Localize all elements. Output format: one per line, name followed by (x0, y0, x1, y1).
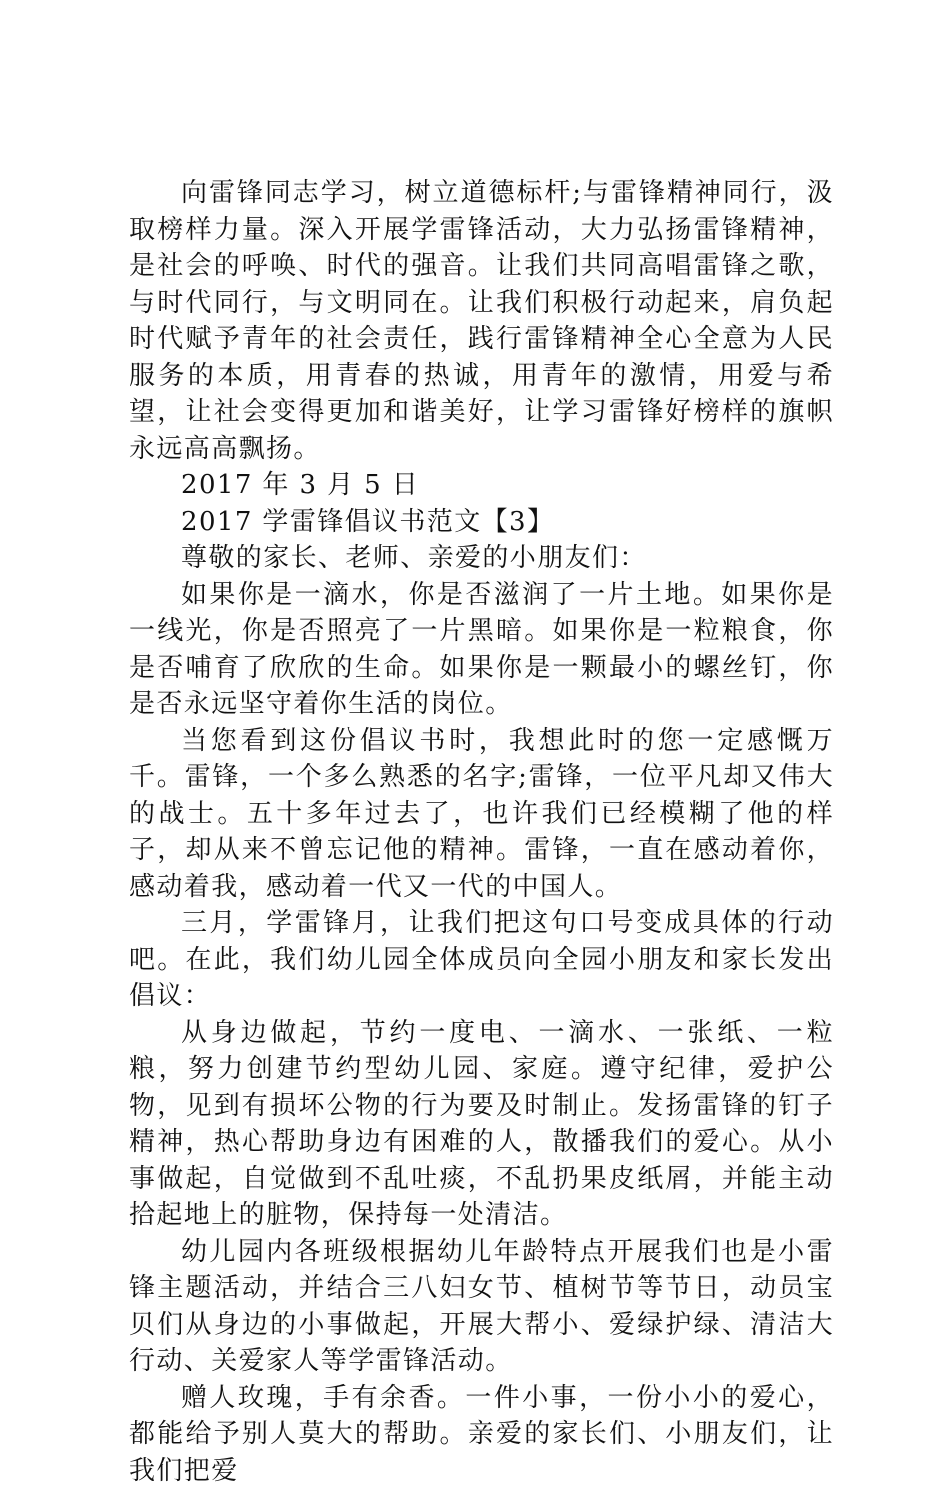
paragraph-roses: 赠人玫瑰，手有余香。一件小事，一份小小的爱心，都能给予别人莫大的帮助。亲爱的家长们、小朋友们，让我们把爱 (129, 1380, 834, 1489)
section-heading: 2017 学雷锋倡议书范文【3】 (129, 504, 834, 541)
salutation: 尊敬的家长、老师、亲爱的小朋友们： (129, 540, 834, 577)
paragraph-closing-call: 向雷锋同志学习，树立道德标杆;与雷锋精神同行，汲取榜样力量。深入开展学雷锋活动，大力弘扬雷锋精神，是社会的呼唤、时代的强音。让我们共同高唱雷锋之歌，与时代同行，与文明同在。让我们积极行动起来，肩负起时代赋予青年的社会责任，践行雷锋精神全心全意为人民服务的本质，用青春的热诚，用青年的激情，用爱与希望，让社会变得更加和谐美好，让学习雷锋好榜样的旗帜永远高高飘扬。 (129, 175, 834, 467)
document-body (129, 175, 834, 1489)
paragraph-proposal-intro: 当您看到这份倡议书时，我想此时的您一定感慨万千。雷锋，一个多么熟悉的名字;雷锋，一位平凡却又伟大的战士。五十多年过去了，也许我们已经模糊了他的样子，却从来不曾忘记他的精神。雷锋，一直在感动着你，感动着我，感动着一代又一代的中国人。 (129, 723, 834, 906)
date-line: 2017 年 3 月 5 日 (129, 467, 834, 504)
paragraph-start-nearby: 从身边做起，节约一度电、一滴水、一张纸、一粒粮，努力创建节约型幼儿园、家庭。遵守纪律，爱护公物，见到有损坏公物的行为要及时制止。发扬雷锋的钉子精神，热心帮助身边有困难的人，散播我们的爱心。从小事做起，自觉做到不乱吐痰，不乱扔果皮纸屑，并能主动拾起地上的脏物，保持每一处清洁。 (129, 1015, 834, 1234)
paragraph-water-drop: 如果你是一滴水，你是否滋润了一片土地。如果你是一线光，你是否照亮了一片黑暗。如果你是一粒粮食，你是否哺育了欣欣的生命。如果你是一颗最小的螺丝钉，你是否永远坚守着你生活的岗位。 (129, 577, 834, 723)
paragraph-march: 三月，学雷锋月，让我们把这句口号变成具体的行动吧。在此，我们幼儿园全体成员向全园小朋友和家长发出倡议： (129, 905, 834, 1015)
paragraph-kindergarten-activities: 幼儿园内各班级根据幼儿年龄特点开展我们也是小雷锋主题活动，并结合三八妇女节、植树节等节日，动员宝贝们从身边的小事做起，开展大帮小、爱绿护绿、清洁大行动、关爱家人等学雷锋活动。 (129, 1234, 834, 1380)
